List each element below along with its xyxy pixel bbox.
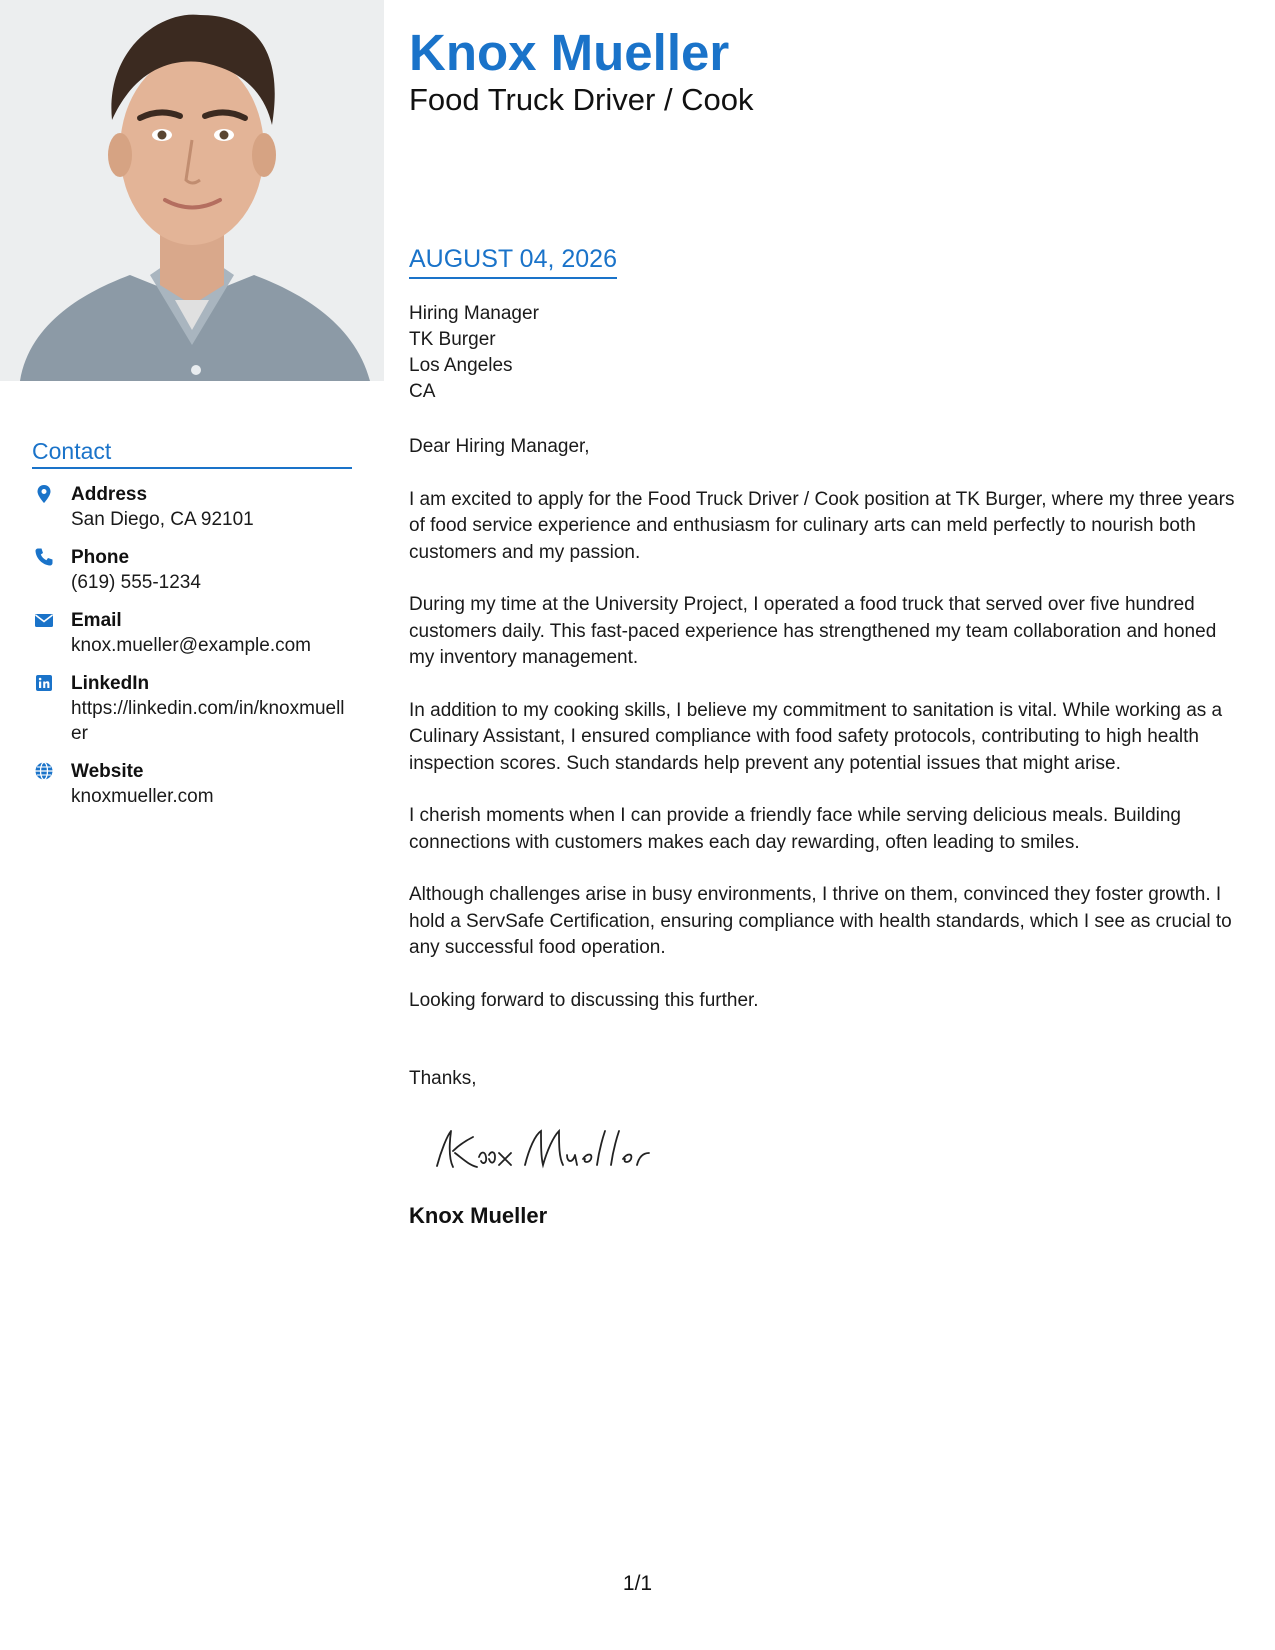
portrait-illustration [0, 0, 384, 381]
applicant-job-title: Food Truck Driver / Cook [409, 82, 754, 117]
email-value[interactable]: knox.mueller@example.com [71, 635, 311, 656]
applicant-name: Knox Mueller [409, 24, 730, 81]
body-paragraph: In addition to my cooking skills, I believe my commitment to sanitation is vital. While working as a Culinary Assistant, I ensured compliance with food safety protocols, contributing to high health inspection scores. Such standards help prevent any potential issues that might arise. [409, 699, 1223, 774]
recipient-line: TK Burger [409, 329, 496, 350]
contact-email [32, 609, 352, 658]
location-pin-icon [34, 484, 54, 504]
body-paragraph: Looking forward to discussing this further. [409, 989, 759, 1011]
globe-icon [34, 761, 54, 781]
address-value: San Diego, CA 92101 [71, 509, 254, 530]
website-value[interactable]: knoxmueller.com [71, 786, 214, 807]
contact-sidebar [32, 438, 352, 823]
contact-section-title: Contact [32, 438, 352, 469]
profile-photo [0, 0, 384, 381]
phone-icon [34, 547, 54, 567]
linkedin-value[interactable]: https://linkedin.com/in/knoxmueller [71, 698, 345, 744]
email-label: Email [71, 610, 122, 631]
closing: Thanks, [409, 1068, 477, 1089]
recipient-line: Hiring Manager [409, 303, 539, 324]
body-paragraph: I am excited to apply for the Food Truck Driver / Cook position at TK Burger, where my three years of food service experience and enthusiasm for culinary arts can meld perfectly to nourish both customers and my passion. [409, 488, 1235, 563]
body-paragraph: I cherish moments when I can provide a friendly face while serving delicious meals. Building connections with customers makes each day rewarding, often leading to smiles. [409, 805, 1181, 853]
letter-body [409, 24, 1245, 1229]
handwritten-signature [429, 1121, 1245, 1181]
recipient-line: Los Angeles [409, 355, 513, 376]
website-label: Website [71, 761, 144, 782]
letter-date-block [409, 244, 617, 279]
contact-website [32, 760, 352, 809]
envelope-icon [34, 610, 54, 630]
address-label: Address [71, 484, 148, 505]
signature-image [429, 1121, 659, 1181]
body-paragraph: Although challenges arise in busy environments, I thrive on them, convinced they foster growth. I hold a ServSafe Certification, ensuring compliance with health standards, which I see as crucial to any successful food operation. [409, 884, 1232, 958]
contact-phone [32, 546, 352, 595]
letter-date: AUGUST 04, 2026 [409, 245, 617, 273]
phone-label: Phone [71, 547, 130, 568]
linkedin-label: LinkedIn [71, 673, 150, 694]
recipient-block [409, 301, 1245, 405]
recipient-line: CA [409, 381, 436, 402]
salutation: Dear Hiring Manager, [409, 436, 590, 457]
contact-address [32, 483, 352, 532]
body-paragraph: During my time at the University Project, I operated a food truck that served over five hundred customers daily. This fast-paced experience has strengthened my team collaboration and honed my inventory management. [409, 594, 1217, 668]
contact-linkedin [32, 672, 352, 746]
phone-value: (619) 555-1234 [71, 572, 201, 593]
signer-name: Knox Mueller [409, 1202, 548, 1228]
page-number: 1/1 [622, 1572, 653, 1595]
linkedin-icon [34, 673, 54, 693]
